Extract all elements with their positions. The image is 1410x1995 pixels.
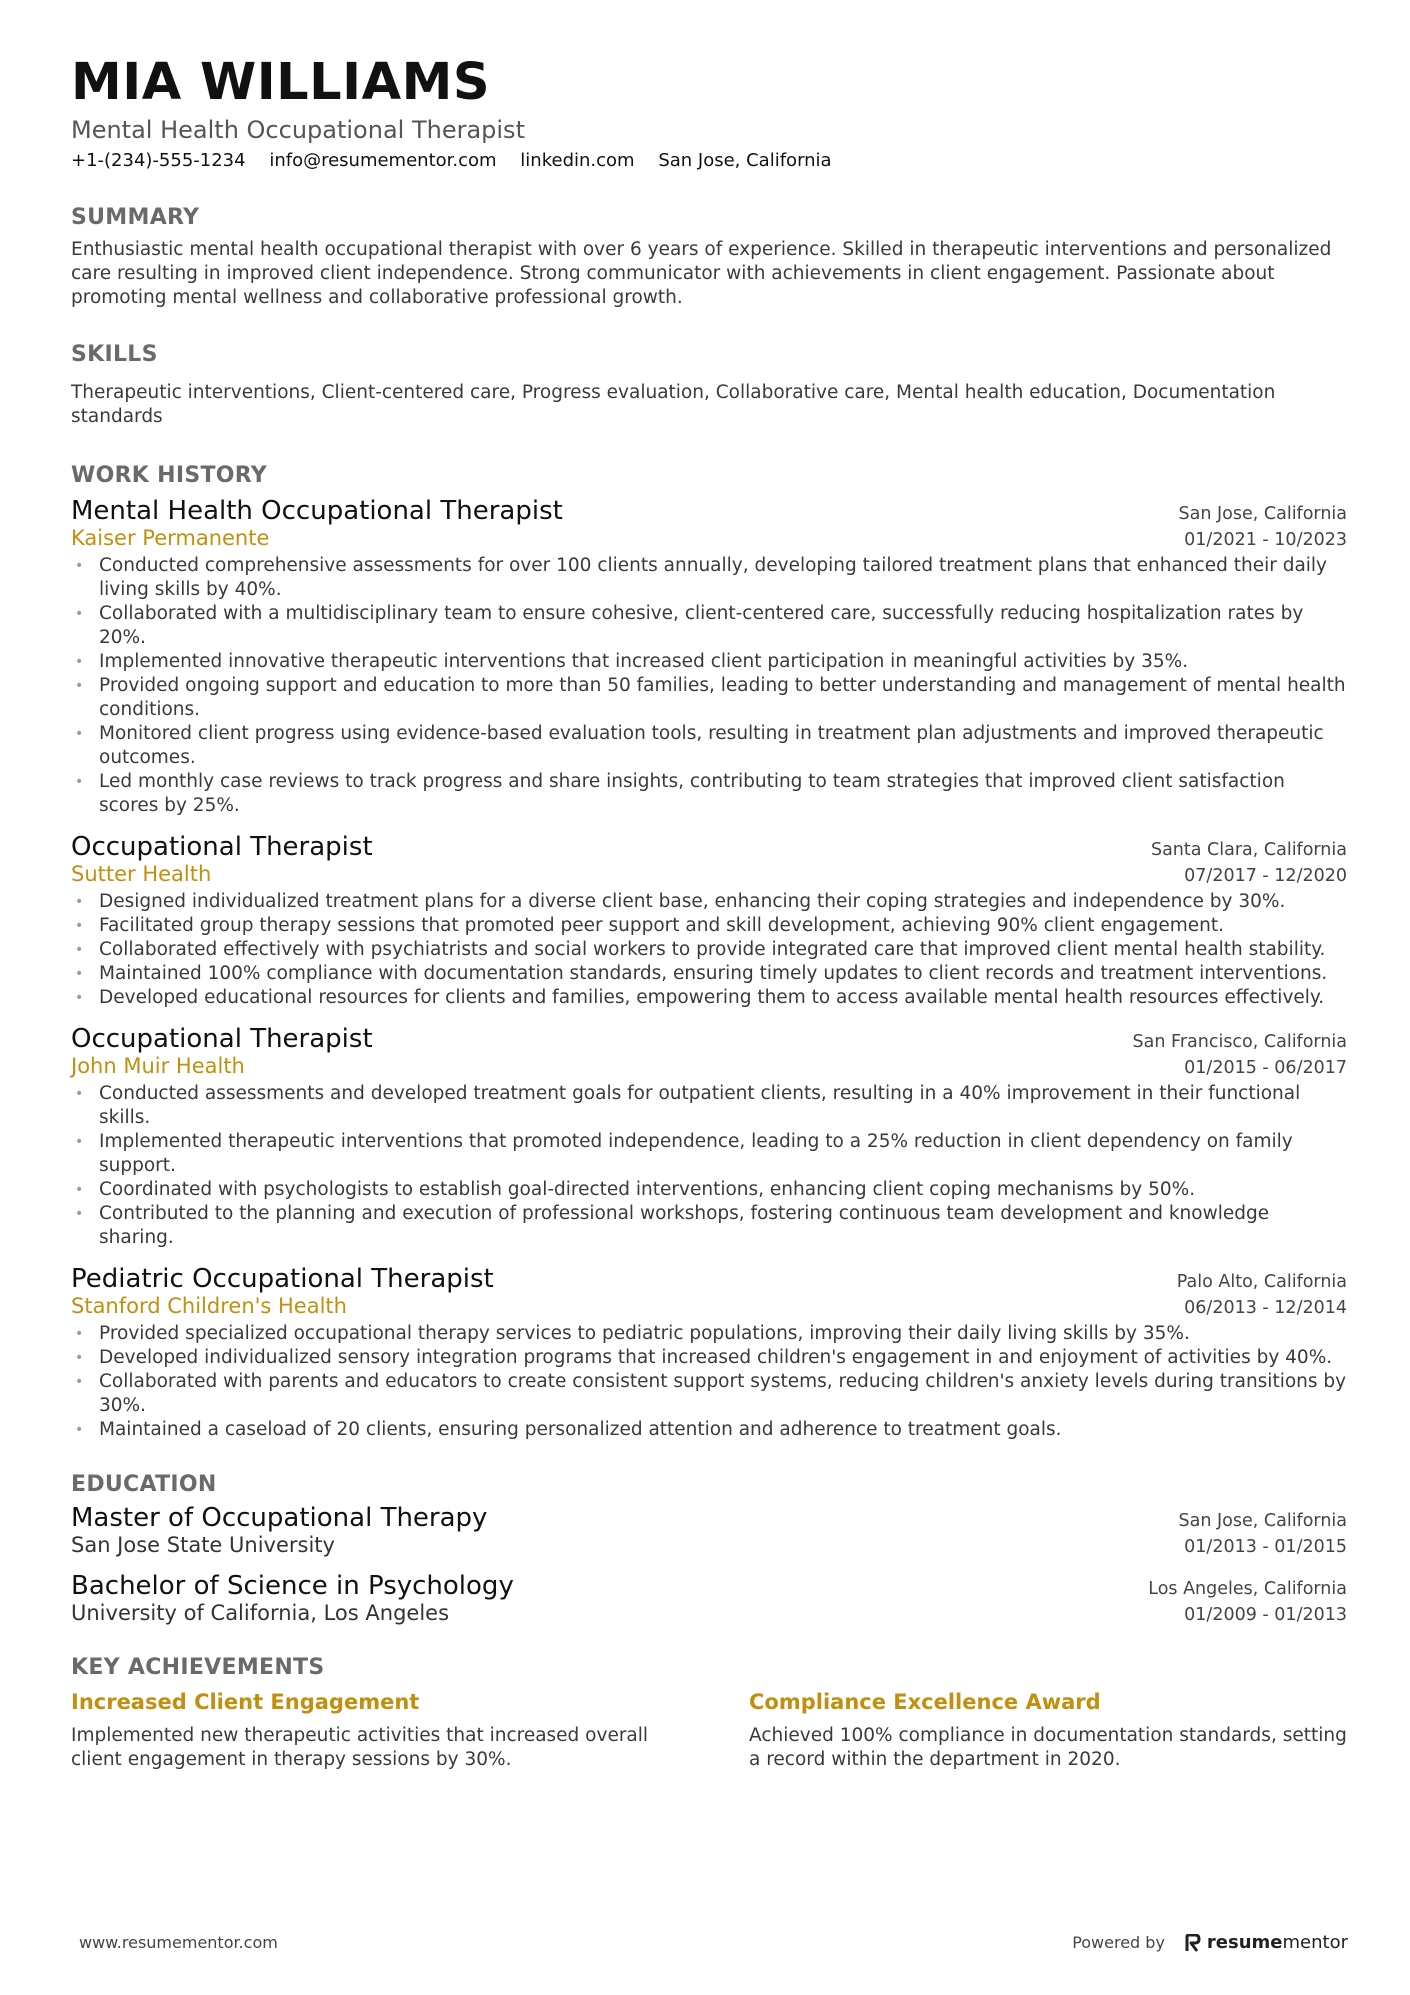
education-location: Los Angeles, California [1148,1578,1347,1599]
job-title: Occupational Therapist [71,1023,373,1054]
achievement-description: Achieved 100% compliance in documentation standards, setting a record within the department in 2020. [749,1724,1347,1770]
website-link[interactable]: www.resumementor.com [79,1933,278,1952]
job-bullets [71,554,1347,818]
degree: Bachelor of Science in Psychology [71,1570,514,1601]
job-location: San Jose, California [1178,503,1347,524]
job-bullet: • Designed individualized treatment plans for a diverse client base, enhancing their coping strategies and independence by 30%. [71,890,1347,914]
job-company: Stanford Children's Health [71,1293,347,1318]
work-history-heading: WORK HISTORY [71,462,268,488]
job-location: Palo Alto, California [1176,1271,1347,1292]
achievements-grid [71,1690,1347,1772]
resume-page [71,0,1347,1772]
achievement-item [71,1690,669,1772]
skills-heading: SKILLS [71,341,158,367]
education-location: San Jose, California [1178,1510,1347,1531]
job-company: Sutter Health [71,861,212,886]
job-title: Occupational Therapist [71,831,373,862]
job-bullet: • Provided specialized occupational therapy services to pediatric populations, improving their daily living skills by 35%. [71,1322,1347,1346]
logo-light: mentor [1282,1932,1348,1953]
job-entry [71,1024,1347,1250]
achievements-heading: KEY ACHIEVEMENTS [71,1654,325,1680]
job-dates: 01/2015 - 06/2017 [1184,1057,1347,1078]
footer [79,1932,1348,1953]
job-bullet: • Maintained 100% compliance with documentation standards, ensuring timely updates to client records and treatment interventions. [71,962,1347,986]
achievement-title: Increased Client Engagement [71,1689,420,1714]
job-bullet: • Developed individualized sensory integration programs that increased children's engagement in and enjoyment of activities by 40%. [71,1346,1347,1370]
location: San Jose, California [658,149,832,171]
summary-text: Enthusiastic mental health occupational therapist with over 6 years of experience. Skilled in therapeutic interventions and personalized care resulting in improved client independence. Strong communicator with achievements in client engagement. Passionate about promoting mental wellness and collaborative professional growth. [71,238,1332,308]
education-dates: 01/2009 - 01/2013 [1184,1604,1347,1625]
logo-icon [1185,1934,1201,1952]
phone: +1-(234)-555-1234 [71,149,246,171]
job-bullet: • Developed educational resources for clients and families, empowering them to access available mental health resources effectively. [71,986,1347,1010]
education-entry [71,1503,1347,1557]
job-dates: 07/2017 - 12/2020 [1184,865,1347,886]
school: University of California, Los Angeles [71,1600,450,1625]
resumementor-logo [1185,1932,1348,1953]
degree: Master of Occupational Therapy [71,1502,488,1533]
job-bullet: • Collaborated with a multidisciplinary team to ensure cohesive, client-centered care, successfully reducing hospitalization rates by 20%. [71,602,1347,650]
achievement-title: Compliance Excellence Award [749,1689,1101,1714]
job-entry [71,1264,1347,1442]
achievement-description: Implemented new therapeutic activities that increased overall client engagement in therapy sessions by 30%. [71,1724,649,1770]
job-bullet: • Coordinated with psychologists to establish goal-directed interventions, enhancing client coping mechanisms by 50%. [71,1178,1347,1202]
job-bullets [71,890,1347,1010]
education-entry [71,1571,1347,1625]
job-bullet: • Contributed to the planning and execution of professional workshops, fostering continuous team development and knowledge sharing. [71,1202,1347,1250]
education-dates: 01/2013 - 01/2015 [1184,1536,1347,1557]
job-bullet: • Collaborated effectively with psychiatrists and social workers to provide integrated care that improved client mental health stability. [71,938,1347,962]
job-title: Pediatric Occupational Therapist [71,1263,494,1294]
job-bullet: • Maintained a caseload of 20 clients, ensuring personalized attention and adherence to treatment goals. [71,1418,1347,1442]
job-entry [71,496,1347,818]
job-bullet: • Led monthly case reviews to track progress and share insights, contributing to team strategies that improved client satisfaction scores by 25%. [71,770,1347,818]
job-company: Kaiser Permanente [71,525,270,550]
skills-text: Therapeutic interventions, Client-centered care, Progress evaluation, Collaborative care, Mental health education, Documentation standards [71,381,1276,427]
job-bullet: • Conducted assessments and developed treatment goals for outpatient clients, resulting in a 40% improvement in their functional skills. [71,1082,1347,1130]
job-company: John Muir Health [71,1053,245,1078]
job-bullet: • Provided ongoing support and education to more than 50 families, leading to better understanding and management of mental health conditions. [71,674,1347,722]
contact-line [71,150,1347,171]
powered-by [1072,1932,1348,1953]
job-location: Santa Clara, California [1150,839,1347,860]
logo-bold: resume [1206,1932,1283,1953]
job-dates: 01/2021 - 10/2023 [1184,529,1347,550]
job-bullet: • Facilitated group therapy sessions that promoted peer support and skill development, achieving 90% client engagement. [71,914,1347,938]
job-bullet: • Collaborated with parents and educators to create consistent support systems, reducing children's anxiety levels during transitions by 30%. [71,1370,1347,1418]
summary-heading: SUMMARY [71,204,200,230]
candidate-title: Mental Health Occupational Therapist [71,115,525,144]
job-bullets [71,1322,1347,1442]
job-location: San Francisco, California [1132,1031,1347,1052]
school: San Jose State University [71,1532,335,1557]
email: info@resumementor.com [269,149,497,171]
achievement-item [749,1690,1347,1772]
linkedin: linkedin.com [520,149,635,171]
job-bullets [71,1082,1347,1250]
job-bullet: • Implemented innovative therapeutic interventions that increased client participation in meaningful activities by 35%. [71,650,1347,674]
job-bullet: • Conducted comprehensive assessments for over 100 clients annually, developing tailored treatment plans that enhanced their daily living skills by 40%. [71,554,1347,602]
job-bullet: • Monitored client progress using evidence-based evaluation tools, resulting in treatment plan adjustments and improved therapeutic outcomes. [71,722,1347,770]
powered-by-label: Powered by [1072,1933,1165,1952]
job-dates: 06/2013 - 12/2014 [1184,1297,1347,1318]
job-bullet: • Implemented therapeutic interventions that promoted independence, leading to a 25% reduction in client dependency on family support. [71,1130,1347,1178]
job-title: Mental Health Occupational Therapist [71,495,563,526]
candidate-name: MIA WILLIAMS [71,53,491,112]
education-heading: EDUCATION [71,1471,217,1497]
job-entry [71,832,1347,1010]
